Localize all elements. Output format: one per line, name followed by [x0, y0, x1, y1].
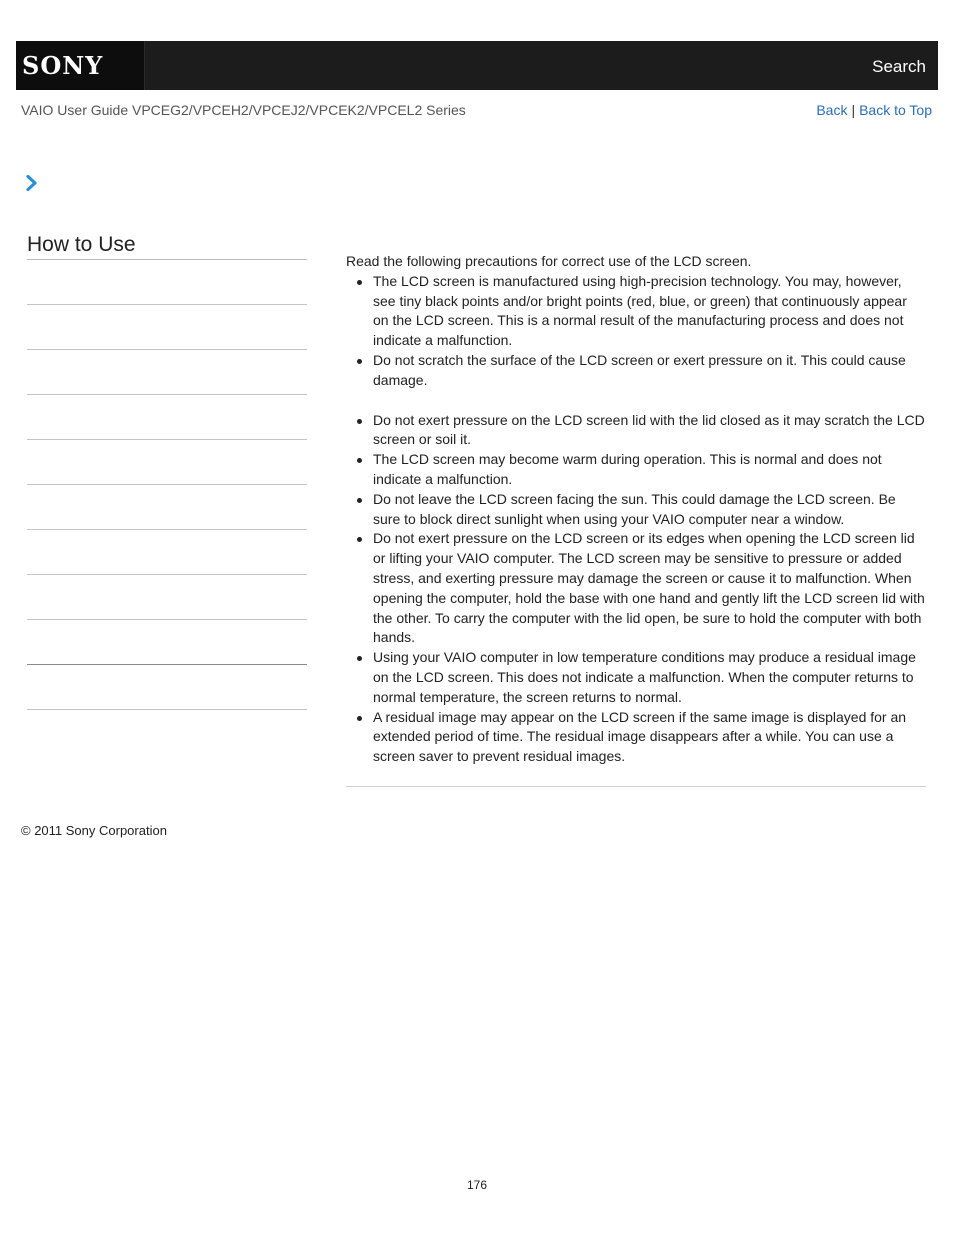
intro-text: Read the following precautions for correct use of the LCD screen.: [346, 253, 752, 269]
content-divider: [346, 786, 926, 787]
sidebar-item[interactable]: [27, 395, 307, 440]
spacer: [346, 391, 926, 411]
sidebar-heading: How to Use: [27, 232, 307, 260]
top-nav: [816, 102, 932, 118]
list-item: Using your VAIO computer in low temperature conditions may produce a residual image on the LCD screen. This does not indicate a malfunction. When the computer returns to normal temperature, the screen returns to normal.: [373, 648, 926, 707]
sidebar-item[interactable]: [27, 485, 307, 530]
precautions-list-1: [346, 272, 926, 391]
list-item: Do not scratch the surface of the LCD screen or exert pressure on it. This could cause damage.: [373, 351, 926, 391]
sidebar-item[interactable]: [27, 575, 307, 620]
list-item: The LCD screen may become warm during operation. This is normal and does not indicate a malfunction.: [373, 450, 926, 490]
sidebar-item[interactable]: [27, 665, 307, 710]
sidebar-item[interactable]: [27, 305, 307, 350]
sidebar-item[interactable]: [27, 620, 307, 665]
page-number: 176: [466, 1178, 488, 1192]
main-content: [346, 252, 926, 767]
sidebar: [27, 232, 307, 710]
guide-title: VAIO User Guide VPCEG2/VPCEH2/VPCEJ2/VPCEK2/VPCEL2 Series: [21, 102, 466, 118]
sidebar-item[interactable]: [27, 350, 307, 395]
sidebar-item[interactable]: [27, 440, 307, 485]
list-item: The LCD screen is manufactured using high-precision technology. You may, however, see tiny black points and/or bright points (red, blue, or green) that continuously appear on the LCD screen. This is a normal result of the manufacturing process and does not indicate a malfunction.: [373, 272, 926, 351]
sidebar-item[interactable]: [27, 530, 307, 575]
svg-text:SONY: SONY: [22, 55, 104, 77]
back-link[interactable]: Back: [816, 102, 848, 118]
back-to-top-link[interactable]: Back to Top: [859, 102, 932, 118]
sony-logo-mark: [22, 55, 134, 77]
list-item: Do not exert pressure on the LCD screen lid with the lid closed as it may scratch the LCD screen or soil it.: [373, 411, 926, 451]
list-item: Do not leave the LCD screen facing the sun. This could damage the LCD screen. Be sure to block direct sunlight when using your VAIO computer near a window.: [373, 490, 926, 530]
header-bar: [16, 41, 938, 90]
breadcrumb-chevron-icon[interactable]: [25, 175, 39, 196]
nav-separator: |: [851, 102, 856, 118]
search-link[interactable]: Search: [872, 57, 926, 76]
precautions-list-2: [346, 411, 926, 767]
copyright: © 2011 Sony Corporation: [21, 823, 167, 838]
list-item: A residual image may appear on the LCD screen if the same image is displayed for an extended period of time. The residual image disappears after a while. You can use a screen saver to prevent residual images.: [373, 708, 926, 767]
sony-logo[interactable]: [16, 41, 145, 90]
sidebar-item[interactable]: [27, 260, 307, 305]
list-item: Do not exert pressure on the LCD screen or its edges when opening the LCD screen lid or lifting your VAIO computer. The LCD screen may be sensitive to pressure or added stress, and exerting pressure may damage the screen or cause it to malfunction. When opening the computer, hold the base with one hand and gently lift the LCD screen lid with the other. To carry the computer with the lid open, be sure to hold the computer with both hands.: [373, 529, 926, 648]
